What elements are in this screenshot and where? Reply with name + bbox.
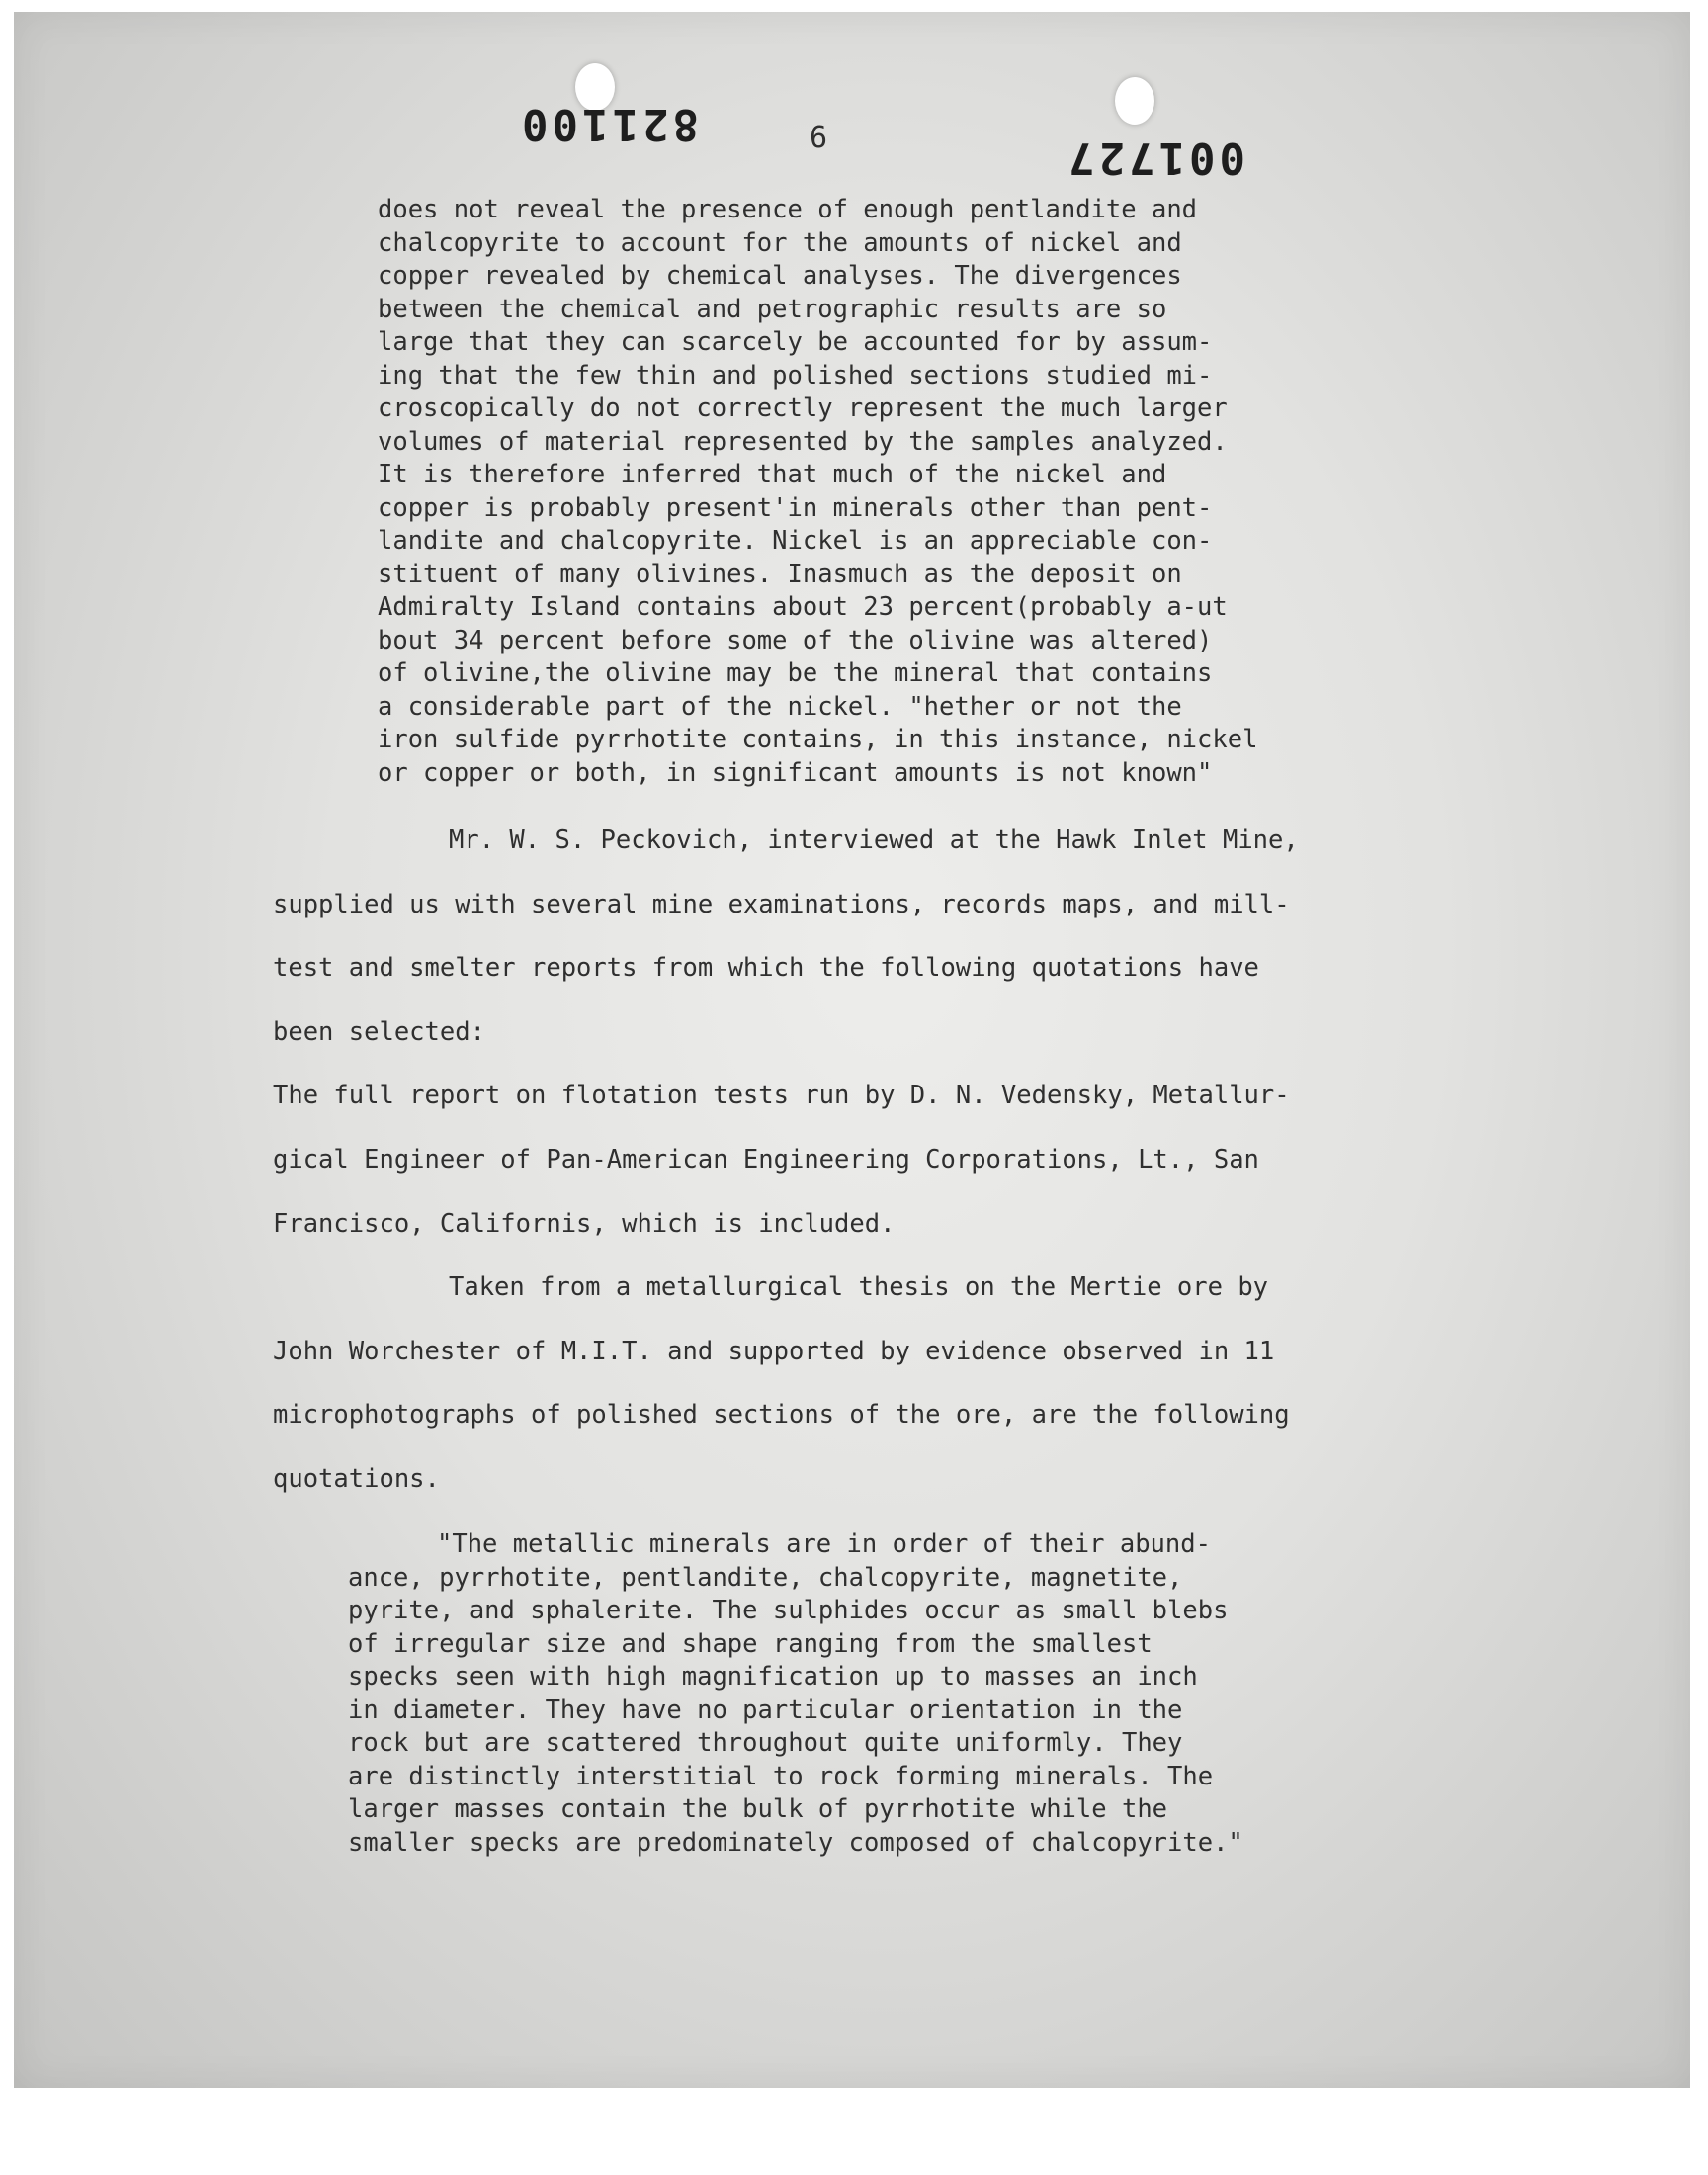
text-line: stituent of many olivines. Inasmuch as the deposit on: [378, 559, 1182, 589]
page-number: 6: [810, 121, 828, 155]
text-line: gical Engineer of Pan-American Engineering Corporations, Lt., San: [273, 1144, 1259, 1174]
text-line: been selected:: [273, 1016, 485, 1047]
text-line: ance, pyrrhotite, pentlandite, chalcopyrite, magnetite,: [348, 1562, 1183, 1593]
text-line: supplied us with several mine examinations, records maps, and mill-: [273, 889, 1290, 919]
text-line: test and smelter reports from which the following quotations have: [273, 953, 1259, 984]
text-line-content: "The metallic minerals are in order of their abund-: [437, 1529, 1211, 1559]
text-line: iron sulfide pyrrhotite contains, in this instance, nickel: [378, 725, 1258, 754]
text-line: of olivine,the olivine may be the mineral that contains: [378, 658, 1213, 688]
text-line: chalcopyrite to account for the amounts of nickel and: [378, 227, 1182, 258]
text-line: Francisco, Californis, which is included.: [273, 1208, 896, 1239]
text-line: quotations.: [273, 1463, 440, 1494]
quoted-block-1: [378, 194, 1257, 790]
text-line: croscopically do not correctly represent the much larger: [378, 393, 1228, 423]
text-line: larger masses contain the bulk of pyrrhotite while the: [348, 1794, 1168, 1824]
text-line: of irregular size and shape ranging from the smallest: [348, 1628, 1153, 1659]
text-line-content: Taken from a metallurgical thesis on the Mertie ore by: [449, 1272, 1269, 1303]
text-line: does not reveal the presence of enough pentlandite and: [378, 195, 1198, 224]
text-line: [273, 809, 1299, 873]
text-line: copper is probably present'in minerals other than pent-: [378, 492, 1213, 523]
document-page: [14, 12, 1690, 2088]
text-line: [273, 1256, 1299, 1320]
quoted-block-2: [348, 1528, 1243, 1860]
text-line: a considerable part of the nickel. "hether or not the: [378, 691, 1182, 722]
text-line: microphotographs of polished sections of the ore, are the following: [273, 1400, 1290, 1431]
text-line: rock but are scattered throughout quite uniformly. They: [348, 1728, 1183, 1758]
text-line: It is therefore inferred that much of the nickel and: [378, 460, 1167, 489]
text-line: ing that the few thin and polished sections studied mi-: [378, 360, 1213, 391]
text-line: or copper or both, in significant amounts is not known": [378, 757, 1213, 788]
punch-hole-right: [1115, 77, 1154, 125]
stamp-number-right: 001727: [1065, 132, 1245, 183]
text-line: specks seen with high magnification up to masses an inch: [348, 1662, 1198, 1692]
text-line: copper revealed by chemical analyses. The divergences: [378, 261, 1182, 291]
text-line-content: Mr. W. S. Peckovich, interviewed at the Hawk Inlet Mine,: [449, 826, 1299, 855]
text-line: large that they can scarcely be accounted for by assum-: [378, 327, 1213, 357]
text-line: volumes of material represented by the samples analyzed.: [378, 426, 1228, 457]
body-paragraphs: [273, 809, 1299, 1512]
text-line: landite and chalcopyrite. Nickel is an appreciable con-: [378, 526, 1213, 556]
text-line: in diameter. They have no particular orientation in the: [348, 1695, 1183, 1725]
text-line: smaller specks are predominately composed of chalcopyrite.": [348, 1827, 1243, 1858]
text-line: are distinctly interstitial to rock forming minerals. The: [348, 1761, 1214, 1791]
stamp-number-left: 821100: [518, 99, 699, 149]
text-line: pyrite, and sphalerite. The sulphides occur as small blebs: [348, 1596, 1229, 1625]
text-line: [348, 1528, 1243, 1562]
text-line: Admiralty Island contains about 23 percent(probably a-ut: [378, 592, 1228, 622]
text-line: bout 34 percent before some of the olivine was altered): [378, 625, 1213, 655]
text-line: between the chemical and petrographic results are so: [378, 294, 1167, 324]
text-line: The full report on flotation tests run by D. N. Vedensky, Metallur-: [273, 1081, 1290, 1111]
text-line: John Worchester of M.I.T. and supported by evidence observed in 11: [273, 1336, 1275, 1366]
